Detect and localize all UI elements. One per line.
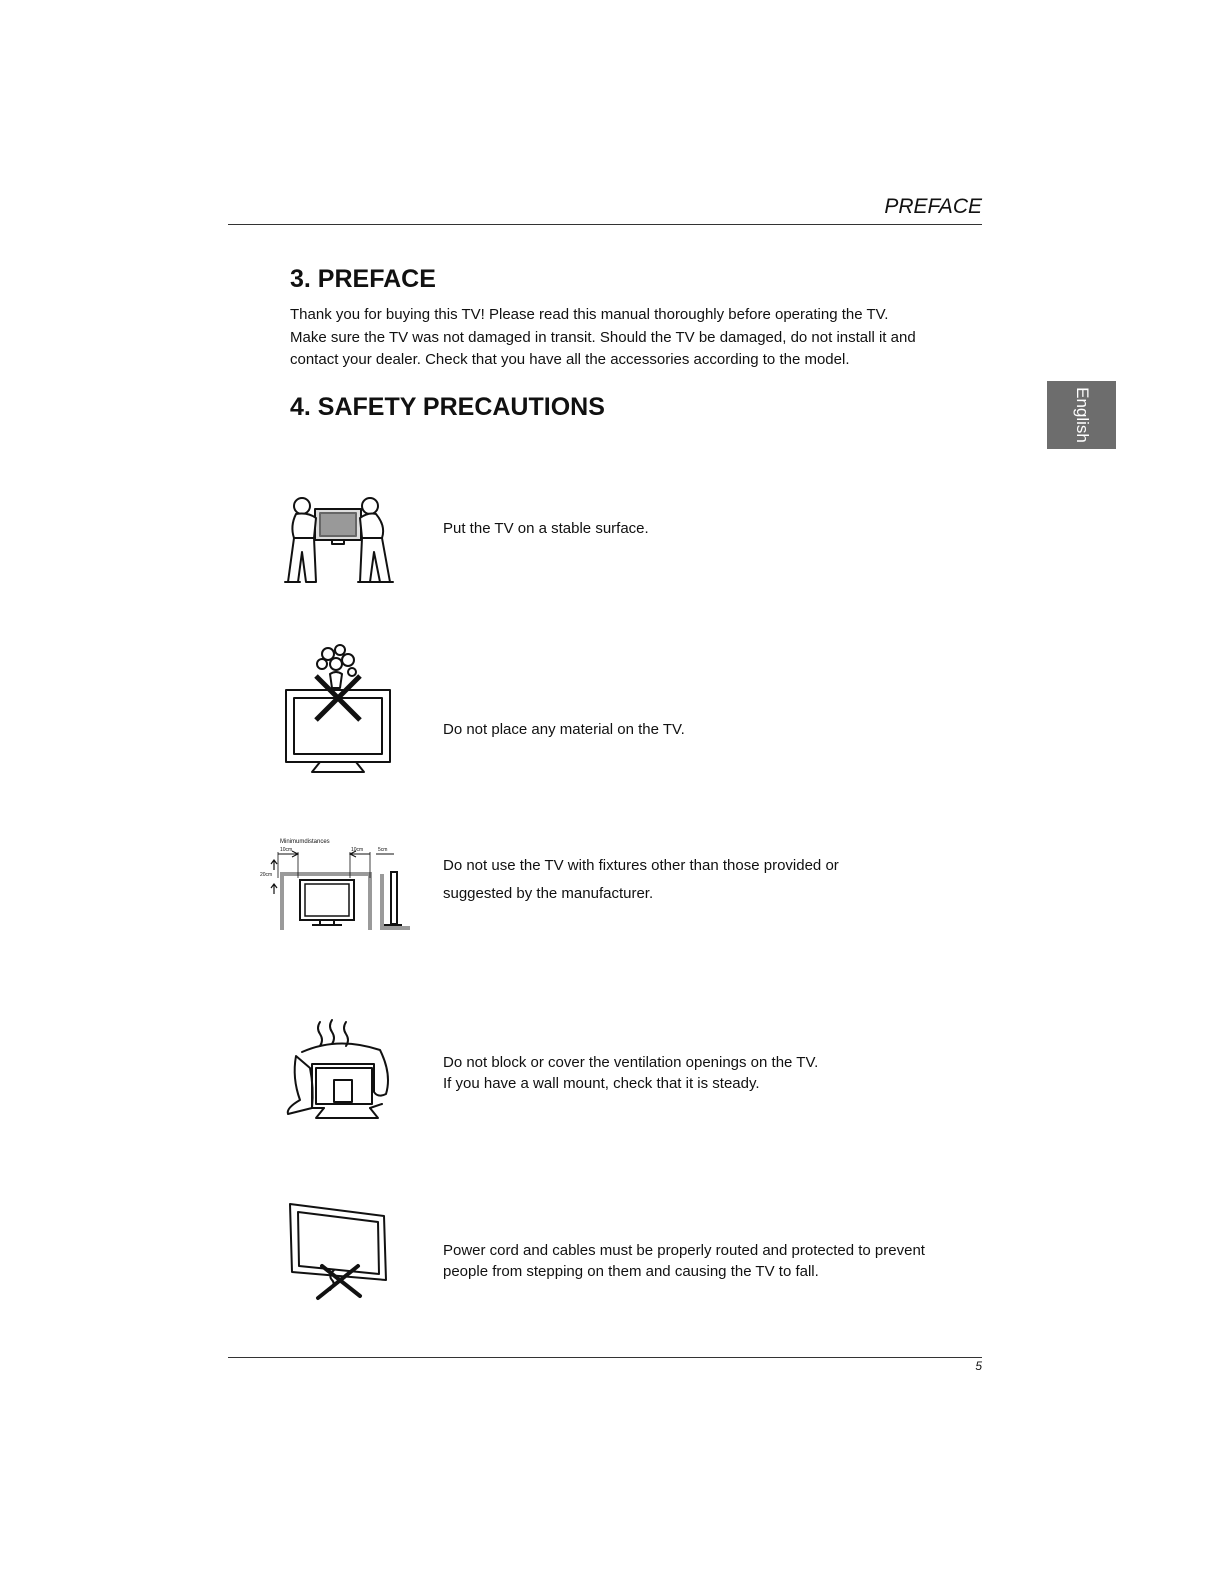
two-people-carrying-tv-icon <box>280 494 398 586</box>
safety-item-line: If you have a wall mount, check that it is steady. <box>443 1075 760 1092</box>
min-distance-right: 10cm <box>351 847 364 853</box>
preface-heading: 3. PREFACE <box>290 265 436 293</box>
safety-item-line: suggested by the manufacturer. <box>443 885 654 902</box>
running-header-title: PREFACE <box>884 195 982 218</box>
min-distances-title: Minimumdistances <box>280 839 330 845</box>
safety-item-line: people from stepping on them and causing the TV to fall. <box>443 1263 819 1280</box>
safety-item-text <box>443 518 983 539</box>
min-distance-left: 10cm <box>280 847 293 853</box>
no-objects-on-tv-icon <box>280 642 396 774</box>
covered-tv-ventilation-icon <box>282 1018 396 1118</box>
header-rule <box>228 224 982 225</box>
min-distance-side: 5cm <box>378 847 388 853</box>
safety-heading: 4. SAFETY PRECAUTIONS <box>290 393 605 421</box>
preface-line: contact your dealer. Check that you have all the accessories according to the model. <box>290 351 850 368</box>
minimum-distances-icon <box>258 834 414 938</box>
safety-item-line: Do not use the TV with fixtures other than those provided or <box>443 857 839 874</box>
safety-item-line: Put the TV on a stable surface. <box>443 520 649 537</box>
safety-item-line: Do not place any material on the TV. <box>443 721 685 738</box>
min-distance-top: 20cm <box>260 872 273 878</box>
page-number: 5 <box>975 1359 982 1373</box>
preface-line: Make sure the TV was not damaged in transit. Should the TV be damaged, do not install it and <box>290 328 916 346</box>
language-tab-label: English <box>1072 387 1092 443</box>
safety-item-text <box>443 1240 983 1282</box>
safety-item-text <box>443 852 983 908</box>
footer-rule <box>228 1357 982 1358</box>
preface-line: Thank you for buying this TV! Please read this manual thoroughly before operating the TV. <box>290 306 889 323</box>
language-tab <box>1047 381 1116 449</box>
power-cord-tripping-icon <box>286 1200 390 1302</box>
safety-item-line: Do not block or cover the ventilation openings on the TV. <box>443 1054 819 1071</box>
safety-item-text <box>443 719 983 740</box>
preface-paragraph <box>290 304 980 372</box>
safety-item-text <box>443 1052 983 1094</box>
safety-item-line: Power cord and cables must be properly routed and protected to prevent <box>443 1242 925 1259</box>
